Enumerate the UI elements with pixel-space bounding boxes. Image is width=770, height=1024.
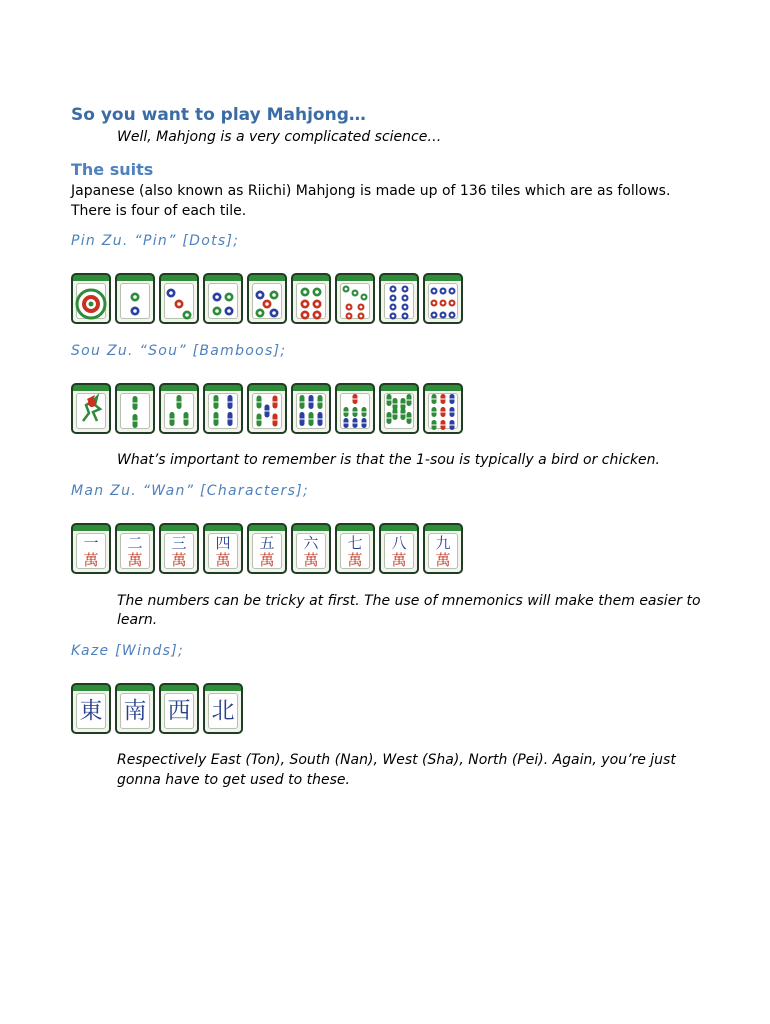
wind-glyph: 西 xyxy=(167,698,191,724)
bamboo-icon xyxy=(249,385,285,432)
bird-icon xyxy=(73,385,109,432)
man-suffix: 萬 xyxy=(259,551,275,569)
pin-heading: Pin Zu. “Pin” [Dots]; xyxy=(71,233,240,249)
man-tile-6 xyxy=(291,523,331,574)
man-numeral: 五 xyxy=(259,534,275,552)
man-numeral: 二 xyxy=(127,534,143,552)
pin-tile-1 xyxy=(71,273,111,324)
man-suffix: 萬 xyxy=(347,551,363,569)
dots-icon xyxy=(161,275,197,322)
bamboo-icon xyxy=(205,385,241,432)
pin-tile-6 xyxy=(291,273,331,324)
dots-icon xyxy=(381,275,417,322)
sou-tile-7 xyxy=(335,383,375,434)
wind-glyph: 北 xyxy=(211,698,235,724)
man-note-line-1: The numbers can be tricky at first. The use of mnemonics will make them easier to xyxy=(117,593,701,609)
dots-icon xyxy=(249,275,285,322)
man-numeral: 六 xyxy=(303,534,319,552)
pin-tile-7 xyxy=(335,273,375,324)
man-numeral: 七 xyxy=(347,534,363,552)
sou-tile-8 xyxy=(379,383,419,434)
sou-tile-6 xyxy=(291,383,331,434)
wind-tile-3 xyxy=(159,683,199,734)
man-numeral: 四 xyxy=(215,534,231,552)
winds-heading: Kaze [Winds]; xyxy=(71,643,184,659)
man-numeral: 八 xyxy=(391,534,407,552)
man-note-line-2: learn. xyxy=(117,612,158,628)
pin-tile-2 xyxy=(115,273,155,324)
wind-tile-2 xyxy=(115,683,155,734)
man-numeral: 九 xyxy=(435,534,451,552)
sou-tile-9 xyxy=(423,383,463,434)
pin-tile-8 xyxy=(379,273,419,324)
man-suffix: 萬 xyxy=(391,551,407,569)
man-suffix: 萬 xyxy=(83,551,99,569)
wind-glyph: 東 xyxy=(79,698,103,724)
man-numeral: 一 xyxy=(83,534,99,552)
winds-note-line-2: gonna have to get used to these. xyxy=(117,772,350,788)
pin-tile-row xyxy=(71,273,463,324)
sou-note: What’s important to remember is that the 1-sou is typically a bird or chicken. xyxy=(117,452,660,468)
suits-intro-line-1: Japanese (also known as Riichi) Mahjong is made up of 136 tiles which are as follows. xyxy=(71,183,671,199)
man-tile-3 xyxy=(159,523,199,574)
dots-icon xyxy=(205,275,241,322)
man-tile-5 xyxy=(247,523,287,574)
sou-tile-2 xyxy=(115,383,155,434)
wind-glyph: 南 xyxy=(123,698,147,724)
wind-tile-1 xyxy=(71,683,111,734)
man-suffix: 萬 xyxy=(215,551,231,569)
bamboo-icon xyxy=(381,385,417,432)
bamboo-icon xyxy=(117,385,153,432)
bamboo-icon xyxy=(293,385,329,432)
bamboo-icon xyxy=(425,385,461,432)
pin-tile-9 xyxy=(423,273,463,324)
sou-tile-row xyxy=(71,383,463,434)
man-tile-1 xyxy=(71,523,111,574)
man-tile-8 xyxy=(379,523,419,574)
page-title: So you want to play Mahjong… xyxy=(71,105,366,125)
sou-tile-3 xyxy=(159,383,199,434)
pin-tile-4 xyxy=(203,273,243,324)
dots-icon xyxy=(337,275,373,322)
page-subtitle: Well, Mahjong is a very complicated science… xyxy=(117,129,442,145)
man-tile-2 xyxy=(115,523,155,574)
bamboo-icon xyxy=(161,385,197,432)
suits-heading: The suits xyxy=(71,160,154,179)
man-tile-7 xyxy=(335,523,375,574)
dots-icon xyxy=(293,275,329,322)
sou-tile-1 xyxy=(71,383,111,434)
winds-note-line-1: Respectively East (Ton), South (Nan), West (Sha), North (Pei). Again, you’re just xyxy=(117,752,676,768)
dots-icon xyxy=(117,275,153,322)
man-tile-4 xyxy=(203,523,243,574)
man-numeral: 三 xyxy=(171,534,187,552)
bamboo-icon xyxy=(337,385,373,432)
man-suffix: 萬 xyxy=(303,551,319,569)
dots-icon xyxy=(73,275,109,322)
man-suffix: 萬 xyxy=(171,551,187,569)
man-heading: Man Zu. “Wan” [Characters]; xyxy=(71,483,309,499)
wind-tile-row xyxy=(71,683,243,734)
pin-tile-3 xyxy=(159,273,199,324)
sou-heading: Sou Zu. “Sou” [Bamboos]; xyxy=(71,343,287,359)
dots-icon xyxy=(425,275,461,322)
man-tile-9 xyxy=(423,523,463,574)
sou-tile-4 xyxy=(203,383,243,434)
man-suffix: 萬 xyxy=(127,551,143,569)
wind-tile-4 xyxy=(203,683,243,734)
suits-intro-line-2: There is four of each tile. xyxy=(71,203,247,219)
sou-tile-5 xyxy=(247,383,287,434)
pin-tile-5 xyxy=(247,273,287,324)
man-suffix: 萬 xyxy=(435,551,451,569)
man-tile-row xyxy=(71,523,463,574)
